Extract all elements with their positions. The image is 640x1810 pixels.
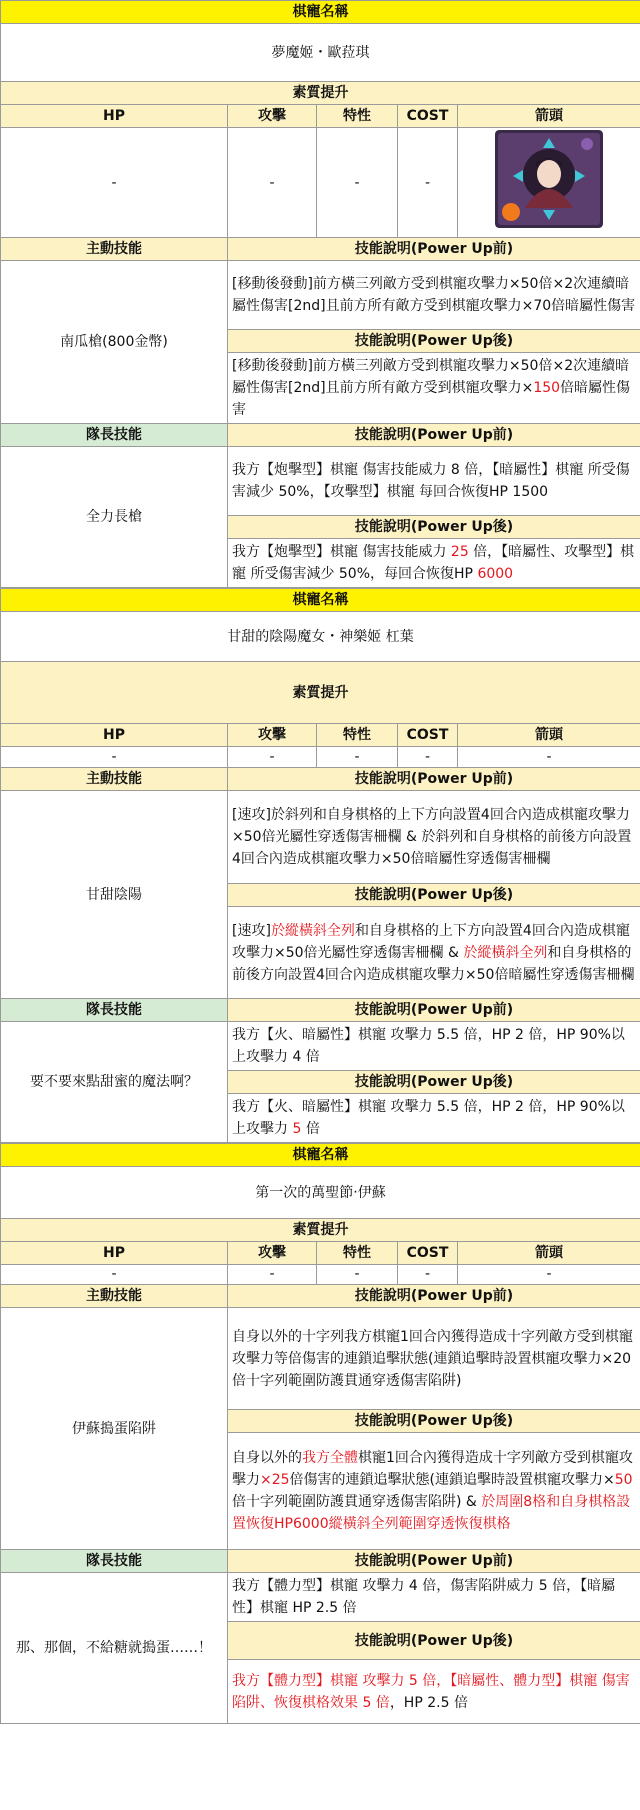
desc-after-header: 技能說明(Power Up後): [228, 884, 640, 907]
leader-skill-after: [228, 1094, 640, 1143]
desc-after-header: 技能說明(Power Up後): [228, 330, 640, 353]
leader-skill-after: [228, 539, 640, 588]
stat-label-arrow: 箭頭: [458, 105, 640, 128]
active-skill-before: [移動後發動]前方橫三列敵方受到棋寵攻擊力×50倍×2次連續暗屬性傷害[2nd]且前方所有敵方受到棋寵攻擊力×70倍暗屬性傷害: [228, 261, 640, 330]
text-segment: 倍傷害的連鎖追擊狀態(連鎖追擊時設置棋寵攻擊力×: [289, 1472, 615, 1488]
stats-header: 素質提升: [1, 82, 640, 105]
active-skill-header: 主動技能: [1, 768, 228, 791]
stat-value-hp: -: [1, 1265, 228, 1285]
active-skill-name: 甘甜陰陽: [1, 791, 228, 999]
text-segment: 我方【炮擊型】棋寵 傷害技能威力: [232, 544, 451, 560]
highlight-text: 150: [533, 380, 561, 396]
highlight-text: 25: [450, 544, 469, 560]
text-segment: [移動後發動]前方橫三列敵方受到棋寵攻擊力×50倍×2次連續暗屬性傷害[2nd]且前方所有敵方受到棋寵攻擊力×: [232, 358, 630, 396]
desc-after-header: 技能說明(Power Up後): [228, 516, 640, 539]
highlight-text: 我方【體力型】棋寵 攻擊力 5 倍，【暗屬性、體力型】棋寵 傷害陷阱、恢復棋格效果 5 倍: [232, 1672, 630, 1711]
text-segment: 倍暗屬性傷害: [232, 380, 631, 418]
stat-value-trait: -: [317, 1265, 398, 1285]
stat-value-arrow: -: [458, 747, 640, 768]
leader-skill-name: 要不要來點甜蜜的魔法啊？: [1, 1022, 228, 1143]
stat-value-trait: -: [317, 128, 398, 238]
text-segment: 我方【火、暗屬性】棋寵 攻擊力 5.5 倍，HP 2 倍，HP 90%以上攻擊力: [232, 1099, 625, 1137]
pet-name: 夢魔姬・歐菈琪: [1, 24, 640, 82]
stat-value-arrow: -: [458, 1265, 640, 1285]
leader-skill-header: 隊長技能: [1, 1550, 228, 1573]
stat-label-hp: HP: [1, 724, 228, 747]
active-skill-before: [速攻]於斜列和自身棋格的上下方向設置4回合內造成棋寵攻擊力×50倍光屬性穿透傷害柵欄 & 於斜列和自身棋格的前後方向設置4回合內造成棋寵攻擊力×50倍暗屬性穿透傷害柵欄: [228, 791, 640, 884]
stat-value-cost: -: [398, 128, 458, 238]
leader-skill-name: 全力長槍: [1, 447, 228, 588]
highlight-text: 於周圍8格和自身棋格設置恢復HP6000縱橫斜全列範圍穿透恢復棋格: [232, 1494, 631, 1532]
stat-value-cost: -: [398, 1265, 458, 1285]
stat-label-trait: 特性: [317, 1242, 398, 1265]
stat-value-cost: -: [398, 747, 458, 768]
text-segment: 倍，【暗屬性、攻擊型】棋寵 所受傷害減少 50%，每回合恢復HP: [232, 544, 635, 582]
text-segment: 和自身棋格的上下方向設置4回合內造成棋寵攻擊力×50倍光屬性穿透傷害柵欄 &: [232, 922, 630, 961]
active-skill-after: [228, 353, 640, 424]
stat-label-hp: HP: [1, 1242, 228, 1265]
desc-before-header: 技能說明(Power Up前): [228, 424, 640, 447]
desc-before-header: 技能說明(Power Up前): [228, 768, 640, 791]
pet-name-header: 棋寵名稱: [1, 1, 640, 24]
text-segment: [速攻]: [232, 922, 271, 939]
leader-skill-before: 我方【炮擊型】棋寵 傷害技能威力 8 倍，【暗屬性】棋寵 所受傷害減少 50%，【攻擊型】棋寵 每回合恢復HP 1500: [228, 447, 640, 516]
stats-header: 素質提升: [1, 662, 640, 724]
active-skill-name: 伊蘇搗蛋陷阱: [1, 1308, 228, 1550]
highlight-text: ×25: [260, 1472, 290, 1488]
desc-before-header: 技能說明(Power Up前): [228, 1550, 640, 1573]
desc-after-header: 技能說明(Power Up後): [228, 1622, 640, 1660]
pet-table-3: [0, 1143, 640, 1724]
stat-value-attack: -: [228, 128, 317, 238]
text-segment: 倍: [301, 1121, 320, 1137]
pet-name-header: 棋寵名稱: [1, 1144, 640, 1167]
stat-value-attack: -: [228, 1265, 317, 1285]
active-skill-after: [228, 907, 640, 999]
text-segment: 自身以外的: [232, 1450, 302, 1466]
stat-label-cost: COST: [398, 105, 458, 128]
stat-value-hp: -: [1, 747, 228, 768]
stat-label-cost: COST: [398, 724, 458, 747]
arrow-cell: [458, 128, 640, 238]
stat-label-trait: 特性: [317, 724, 398, 747]
stat-value-hp: -: [1, 128, 228, 238]
highlight-text: 50: [614, 1472, 633, 1488]
desc-before-header: 技能說明(Power Up前): [228, 238, 640, 261]
pet-table-2: [0, 588, 640, 1143]
pet-portrait-icon: [495, 130, 603, 228]
pet-table-1: [0, 0, 640, 588]
highlight-text: 6000: [477, 566, 514, 582]
stat-value-trait: -: [317, 747, 398, 768]
active-skill-header: 主動技能: [1, 238, 228, 261]
text-segment: 棋寵1回合內獲得造成十字列敵方受到棋寵攻擊力: [232, 1450, 633, 1488]
stat-value-attack: -: [228, 747, 317, 768]
stat-label-attack: 攻擊: [228, 1242, 317, 1265]
desc-after-header: 技能說明(Power Up後): [228, 1410, 640, 1433]
desc-before-header: 技能說明(Power Up前): [228, 999, 640, 1022]
stat-label-arrow: 箭頭: [458, 724, 640, 747]
stat-label-hp: HP: [1, 105, 228, 128]
highlight-text: 於縱橫斜全列: [270, 922, 355, 939]
leader-skill-before: 我方【體力型】棋寵 攻擊力 4 倍，傷害陷阱威力 5 倍，【暗屬性】棋寵 HP 2.5 倍: [228, 1573, 640, 1622]
stat-label-attack: 攻擊: [228, 105, 317, 128]
stat-label-attack: 攻擊: [228, 724, 317, 747]
highlight-text: 於縱橫斜全列: [463, 944, 548, 961]
stat-label-trait: 特性: [317, 105, 398, 128]
active-skill-before: 自身以外的十字列我方棋寵1回合內獲得造成十字列敵方受到棋寵攻擊力等倍傷害的連鎖追擊狀態(連鎖追擊時設置棋寵攻擊力×20倍十字列範圍防護貫通穿透傷害陷阱): [228, 1308, 640, 1410]
highlight-text: 我方全體: [302, 1450, 358, 1466]
pet-name-header: 棋寵名稱: [1, 589, 640, 612]
leader-skill-after: [228, 1660, 640, 1724]
desc-before-header: 技能說明(Power Up前): [228, 1285, 640, 1308]
active-skill-after: [228, 1433, 640, 1550]
stat-label-arrow: 箭頭: [458, 1242, 640, 1265]
leader-skill-header: 隊長技能: [1, 424, 228, 447]
stats-header: 素質提升: [1, 1219, 640, 1242]
text-segment: ，HP 2.5 倍: [389, 1694, 468, 1711]
active-skill-header: 主動技能: [1, 1285, 228, 1308]
stat-label-cost: COST: [398, 1242, 458, 1265]
pet-name: 甘甜的陰陽魔女・神樂姬 杠葉: [1, 612, 640, 662]
leader-skill-name: 那、那個，不給糖就搗蛋……！: [1, 1573, 228, 1724]
leader-skill-header: 隊長技能: [1, 999, 228, 1022]
text-segment: 和自身棋格的前後方向設置4回合內造成棋寵攻擊力×50倍暗屬性穿透傷害柵欄: [232, 944, 635, 983]
pet-name: 第一次的萬聖節‧伊蘇: [1, 1167, 640, 1219]
text-segment: 倍十字列範圍防護貫通穿透傷害陷阱) &: [232, 1494, 482, 1510]
highlight-text: 5: [292, 1121, 302, 1137]
leader-skill-before: 我方【火、暗屬性】棋寵 攻擊力 5.5 倍，HP 2 倍，HP 90%以上攻擊力 4 倍: [228, 1022, 640, 1071]
desc-after-header: 技能說明(Power Up後): [228, 1071, 640, 1094]
active-skill-name: 南瓜槍(800金幣): [1, 261, 228, 424]
